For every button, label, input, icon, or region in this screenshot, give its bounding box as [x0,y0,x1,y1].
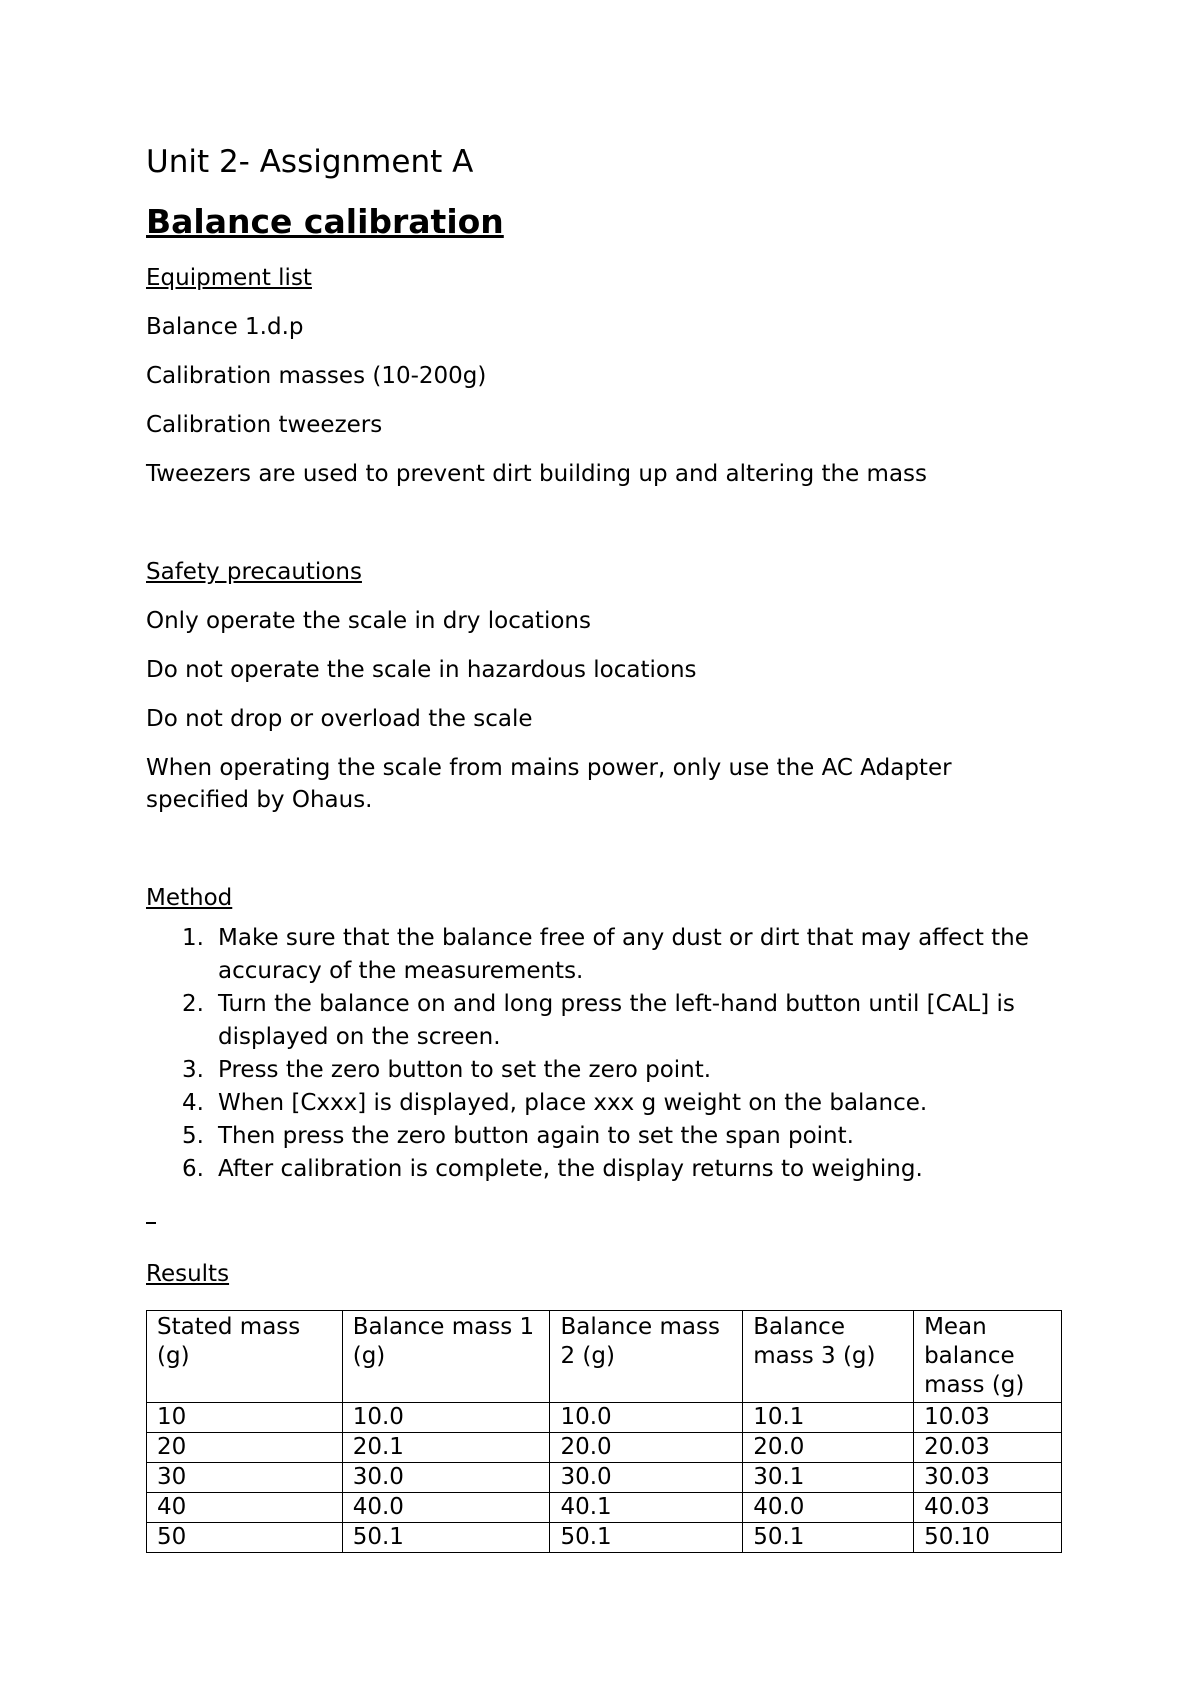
table-row [147,1523,1062,1553]
table-cell: 20.1 [342,1433,550,1463]
column-header: Stated mass (g) [147,1311,343,1403]
method-step [146,1120,1046,1153]
step-text: Turn the balance on and long press the left-hand button until [CAL] is displayed on the screen. [218,991,1015,1050]
method-step [146,1153,1046,1186]
table-cell: 20.0 [743,1433,914,1463]
safety-item: When operating the scale from mains power, only use the AC Adapter specified by Ohaus. [146,755,952,813]
step-text: Then press the zero button again to set the span point. [218,1123,854,1149]
table-cell: 10.0 [550,1403,743,1433]
table-cell: 30.0 [550,1463,743,1493]
table-cell: 40.1 [550,1493,743,1523]
table-cell: 20.03 [914,1433,1062,1463]
table-row [147,1403,1062,1433]
table-cell: 30.1 [743,1463,914,1493]
safety-item: Only operate the scale in dry locations [146,608,591,634]
step-number: 2. [182,991,204,1017]
column-header: Balance mass 1 (g) [342,1311,550,1403]
table-cell: 50.1 [550,1523,743,1553]
table-row [147,1433,1062,1463]
equipment-note: Tweezers are used to prevent dirt building up and altering the mass [146,461,928,487]
step-text: When [Cxxx] is displayed, place xxx g weight on the balance. [218,1090,928,1116]
table-cell: 20 [147,1433,343,1463]
safety-label: Safety precautions [146,559,362,585]
step-text: Make sure that the balance free of any dust or dirt that may affect the accuracy of the measurements. [218,925,1029,984]
table-cell: 40 [147,1493,343,1523]
step-number: 1. [182,925,204,951]
table-cell: 50.1 [342,1523,550,1553]
table-cell: 20.0 [550,1433,743,1463]
method-label: Method [146,885,233,911]
column-header: Balance mass 3 (g) [743,1311,914,1403]
equipment-label: Equipment list [146,265,312,291]
document-heading: Balance calibration [146,202,504,241]
step-number: 5. [182,1123,204,1149]
safety-item: Do not drop or overload the scale [146,706,533,732]
table-header-row [147,1311,1062,1403]
table-row [147,1493,1062,1523]
table-cell: 10.03 [914,1403,1062,1433]
results-table [146,1310,1062,1553]
table-cell: 10.0 [342,1403,550,1433]
method-step [146,922,1046,988]
table-cell: 40.03 [914,1493,1062,1523]
results-label: Results [146,1261,230,1287]
method-step [146,1087,1046,1120]
document-title: Unit 2- Assignment A [146,144,474,180]
step-number: 6. [182,1156,204,1182]
table-cell: 50.1 [743,1523,914,1553]
table-cell: 30.03 [914,1463,1062,1493]
table-cell: 40.0 [743,1493,914,1523]
table-cell: 30.0 [342,1463,550,1493]
safety-item: Do not operate the scale in hazardous locations [146,657,697,683]
column-header: Mean balance mass (g) [914,1311,1062,1403]
method-list [146,922,1046,1186]
step-text: After calibration is complete, the display returns to weighing. [218,1156,923,1182]
table-cell: 10.1 [743,1403,914,1433]
method-step [146,1054,1046,1087]
table-cell: 50.10 [914,1523,1062,1553]
equipment-item: Calibration masses (10-200g) [146,363,487,389]
table-cell: 40.0 [342,1493,550,1523]
table-cell: 50 [147,1523,343,1553]
table-cell: 10 [147,1403,343,1433]
step-number: 4. [182,1090,204,1116]
equipment-item: Calibration tweezers [146,412,383,438]
step-text: Press the zero button to set the zero point. [218,1057,712,1083]
column-header: Balance mass 2 (g) [550,1311,743,1403]
table-row [147,1463,1062,1493]
method-step [146,988,1046,1054]
step-number: 3. [182,1057,204,1083]
table-cell: 30 [147,1463,343,1493]
equipment-item: Balance 1.d.p [146,314,304,340]
stray-dash [146,1222,156,1224]
